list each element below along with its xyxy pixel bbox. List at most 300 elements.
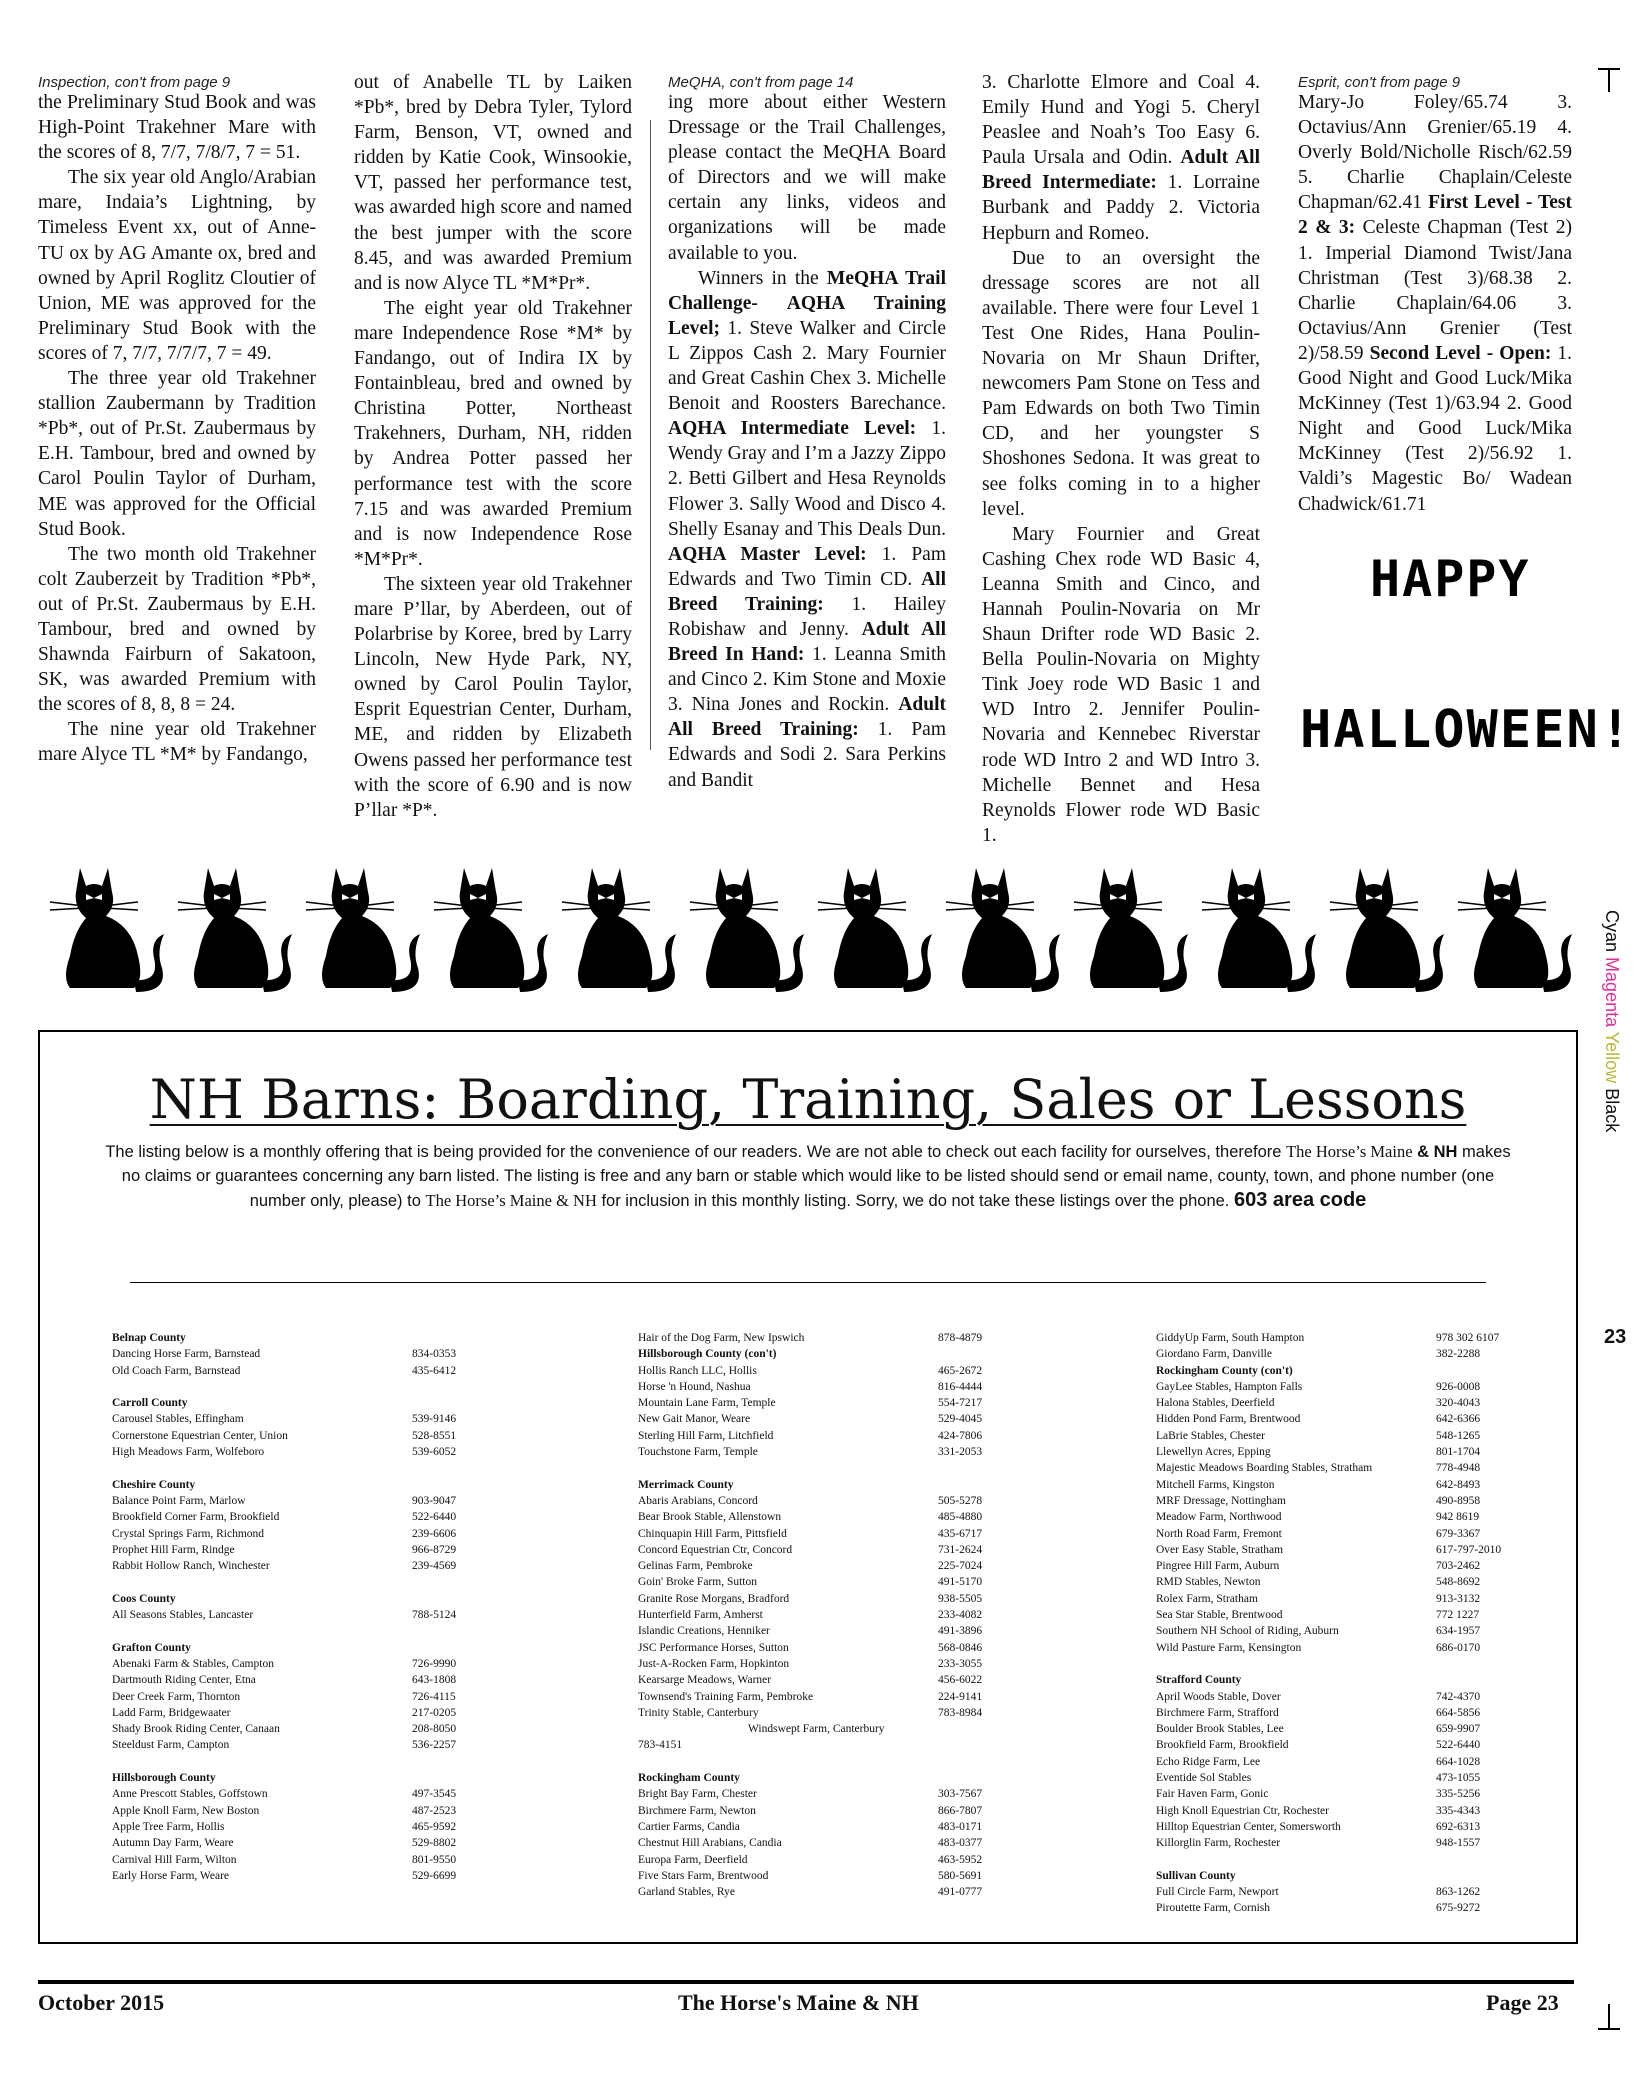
listing-row [638, 1330, 1018, 1346]
barn-phone: 483-0171 [938, 1820, 983, 1833]
listing-row [112, 1656, 457, 1672]
paragraph: Due to an oversight the dressage scores are not all available. There were four Level 1 Test One Rides, Hana Poulin-Novaria on Mr Shaun Drifter, newcomers Pam Stone on Tess and Pam Edwards on both Two Timin CD, and her youngster S Shoshones Sedona. It was great to see folks coming in to a higher level. [982, 247, 1260, 520]
barn-phone: 335-4343 [1436, 1804, 1481, 1817]
barn-phone: 643-1808 [412, 1674, 457, 1687]
county-heading [1156, 1363, 1518, 1379]
listing-row [1156, 1770, 1518, 1786]
barn-name: Ladd Farm, Bridgewaater [112, 1706, 231, 1719]
barn-name: Eventide Sol Stables [1156, 1772, 1252, 1785]
barn-phone: 485-4880 [938, 1511, 983, 1524]
listing-row [112, 1542, 457, 1558]
county-name: Rockingham County [638, 1772, 740, 1785]
barn-name: Chinquapin Hill Farm, Pittsfield [638, 1527, 787, 1540]
barn-name: GayLee Stables, Hampton Falls [1156, 1380, 1303, 1393]
barn-phone: 487-2523 [412, 1804, 457, 1817]
barn-phone: 913-3132 [1436, 1592, 1481, 1605]
barn-phone: 424-7806 [938, 1429, 983, 1442]
barn-phone: 335-5256 [1436, 1788, 1481, 1801]
barn-phone: 834-0353 [412, 1348, 457, 1361]
listing-row [638, 1737, 1018, 1753]
listing-row [1156, 1411, 1518, 1427]
listing-column-2 [638, 1330, 1018, 1900]
barn-name: High Knoll Equestrian Ctr, Rochester [1156, 1804, 1329, 1817]
listing-row [638, 1509, 1018, 1525]
column-divider [650, 120, 651, 750]
listing-row [1156, 1509, 1518, 1525]
barn-phone: 456-6022 [938, 1674, 983, 1687]
barn-name: Giordano Farm, Danville [1156, 1348, 1272, 1361]
barn-name: Apple Tree Farm, Hollis [112, 1820, 225, 1833]
barn-name: Killorglin Farm, Rochester [1156, 1837, 1281, 1850]
county-name: Rockingham County (con't) [1156, 1364, 1293, 1377]
barn-phone: 866-7807 [938, 1804, 983, 1817]
listing-row [112, 1737, 457, 1753]
barn-name: RMD Stables, Newton [1156, 1576, 1261, 1589]
county-name: Grafton County [112, 1641, 191, 1654]
barn-phone: 772 1227 [1436, 1609, 1480, 1622]
barn-name: Anne Prescott Stables, Goffstown [112, 1788, 268, 1801]
barn-phone: 465-9592 [412, 1820, 457, 1833]
barn-phone: 634-1957 [1436, 1625, 1481, 1638]
county-name: Carroll County [112, 1397, 188, 1410]
barn-phone: 463-5952 [938, 1853, 983, 1866]
barn-name: Carousel Stables, Effingham [112, 1413, 244, 1426]
barn-name: Balance Point Farm, Marlow [112, 1494, 246, 1507]
listing-row [112, 1526, 457, 1542]
listing-row [638, 1395, 1018, 1411]
barn-name: Birchmere Farm, Strafford [1156, 1706, 1279, 1719]
listing-row [638, 1411, 1018, 1427]
listing-row [1156, 1379, 1518, 1395]
county-heading [112, 1330, 452, 1346]
barn-phone: 686-0170 [1436, 1641, 1481, 1654]
barn-name: Cartier Farms, Candia [638, 1820, 740, 1833]
yellow-label: Yellow [1602, 1031, 1622, 1084]
black-label: Black [1602, 1088, 1622, 1133]
barn-name: Granite Rose Morgans, Bradford [638, 1592, 790, 1605]
listing-row [638, 1379, 1018, 1395]
barn-phone: 726-9990 [412, 1657, 457, 1670]
barn-name: Rolex Farm, Stratham [1156, 1592, 1258, 1605]
listing-row [112, 1852, 457, 1868]
barn-name: Over Easy Stable, Stratham [1156, 1543, 1284, 1556]
column-header: Esprit, con't from page 9 [1298, 74, 1461, 91]
county-heading [112, 1640, 452, 1656]
listing-row [638, 1803, 1018, 1819]
barn-name: Echo Ridge Farm, Lee [1156, 1755, 1261, 1768]
paragraph: The six year old Anglo/Arabian mare, Indaia’s Lightning, by Timeless Event xx, out of Anne-TU ox by AG Amante ox, bred and owned by April Roglitz Cloutier of Union, ME was approved for the Preliminary Stud Book with the scores of 7, 7/7, 7/7/7, 7 = 49. [38, 167, 316, 364]
listing-row [638, 1542, 1018, 1558]
barn-name: Goin' Broke Farm, Sutton [638, 1576, 757, 1589]
listing-row [1156, 1884, 1518, 1900]
listing-row [1156, 1558, 1518, 1574]
paragraph: out of Anabelle TL by Laiken *Pb*, bred by Debra Tyler, Tylord Farm, Benson, VT, owned and ridden by Katie Cook, Winsookie, VT, passed her performance test, was awarded high score and named the best jumper with the score 8.45, and was awarded Premium and is now Alyce TL *M*Pr*. [354, 72, 632, 294]
barn-name: Chestnut Hill Arabians, Candia [638, 1837, 782, 1850]
barn-name: Abaris Arabians, Concord [638, 1494, 758, 1507]
barn-name: Wild Pasture Farm, Kensington [1156, 1641, 1302, 1654]
listing-row [1156, 1819, 1518, 1835]
listing-row [638, 1363, 1018, 1379]
listing-row [1156, 1640, 1518, 1656]
barn-phone: 497-3545 [412, 1788, 457, 1801]
barn-phone: 331-2053 [938, 1446, 983, 1459]
barn-phone: 536-2257 [412, 1739, 457, 1752]
article-column-4 [982, 70, 1260, 848]
paragraph: Mary Fournier and Great Cashing Chex rode WD Basic 4, Leanna Smith and Cinco, and Hannah Poulin-Novaria on Mr Shaun Drifter rode WD Basic 2. Bella Poulin-Novaria on Mighty Tink Joey rode WD Basic 1 and WD Intro 2. Jennifer Poulin-Novaria and Kennebec Riverstar rode WD Intro 2 and WD Intro 3. Michelle Bennet and Hesa Reynolds Flower rode WD Basic 1. [982, 523, 1260, 846]
barn-name: Early Horse Farm, Weare [112, 1869, 230, 1882]
article-column-2 [354, 70, 632, 823]
spacer [1156, 1852, 1518, 1868]
barn-phone: 675-9272 [1436, 1902, 1481, 1915]
listing-row [1156, 1542, 1518, 1558]
barn-name: Prophet Hill Farm, Rindge [112, 1543, 235, 1556]
listing-row [1156, 1754, 1518, 1770]
barn-name: Sterling Hill Farm, Litchfield [638, 1429, 774, 1442]
county-heading [638, 1346, 1018, 1362]
county-name: Sullivan County [1156, 1869, 1236, 1882]
barn-phone: 529-6699 [412, 1869, 457, 1882]
listing-column-1 [112, 1330, 457, 1884]
barn-phone: 491-5170 [938, 1576, 983, 1589]
barn-name: Old Coach Farm, Barnstead [112, 1364, 241, 1377]
listing-row [112, 1493, 457, 1509]
paragraph: Mary-Jo Foley/65.74 3. Octavius/Ann Grenier/65.19 4. Overly Bold/Nicholle Risch/62.59 5. Charlie Chaplain/Celeste Chapman/62.41 First Level - Test 2 & 3: Celeste Chapman (Test 2) 1. Imperial Diamond Twist/Jana Christman (Test 3)/68.38 2. Charlie Chaplain/64.06 3. Octavius/Ann Grenier (Test 2)/58.59 Second Level - Open: 1. Good Night and Good Luck/Mika McKinney (Test 1)/63.94 2. Good Night and Good Luck/Mika McKinney (Test 2)/56.92 1. Valdi’s Magestic Bo/ Wadean Chadwick/61.71 [1298, 92, 1572, 515]
listing-row [638, 1868, 1018, 1884]
listing-title: NH Barns: Boarding, Training, Sales or Lessons [149, 1068, 1467, 1131]
county-heading [112, 1395, 452, 1411]
footer-publication: The Horse's Maine & NH [678, 1990, 919, 2015]
barn-name: Sea Star Stable, Brentwood [1156, 1609, 1283, 1622]
listing-row [112, 1509, 457, 1525]
barn-phone: 664-1028 [1436, 1755, 1481, 1768]
magenta-label: Magenta [1602, 957, 1622, 1028]
listing-row [112, 1705, 457, 1721]
listing-row [638, 1428, 1018, 1444]
paragraph: 3. Charlotte Elmore and Coal 4. Emily Hund and Yogi 5. Cheryl Peaslee and Noah’s Too Easy 6. Paula Ursala and Odin. Adult All Breed Intermediate: 1. Lorraine Burbank and Paddy 2. Victoria Hepburn and Romeo. [982, 72, 1260, 244]
barn-name: Hunterfield Farm, Amherst [638, 1609, 763, 1622]
listing-row [1156, 1591, 1518, 1607]
barn-name: Hair of the Dog Farm, New Ipswich [638, 1332, 805, 1344]
barn-name: Dartmouth Riding Center, Etna [112, 1674, 256, 1687]
barn-phone: 642-6366 [1436, 1413, 1481, 1426]
barn-phone: 435-6717 [938, 1527, 983, 1540]
listing-row [638, 1819, 1018, 1835]
listing-row [1156, 1737, 1518, 1753]
spacer [638, 1460, 1018, 1476]
barn-name: Autumn Day Farm, Weare [112, 1837, 234, 1850]
spacer [112, 1379, 452, 1395]
barn-phone: 801-1704 [1436, 1446, 1481, 1459]
barn-phone: 522-6440 [1436, 1739, 1481, 1752]
listing-row [638, 1705, 1018, 1721]
barn-phone: 778-4948 [1436, 1462, 1481, 1475]
barn-name: Southern NH School of Riding, Auburn [1156, 1625, 1339, 1638]
barn-phone: 568-0846 [938, 1641, 983, 1654]
listing-row [112, 1835, 457, 1851]
barn-name: Boulder Brook Stables, Lee [1156, 1723, 1284, 1736]
barn-phone: 320-4043 [1436, 1397, 1481, 1410]
barn-phone: 816-4444 [938, 1380, 983, 1393]
barn-name: Piroutette Farm, Cornish [1156, 1902, 1271, 1915]
listing-row [1156, 1346, 1518, 1362]
county-heading [638, 1770, 1018, 1786]
listing-row [1156, 1623, 1518, 1639]
barn-phone: 548-1265 [1436, 1429, 1481, 1442]
listing-row [638, 1591, 1018, 1607]
spacer [112, 1574, 452, 1590]
barn-name: Carnival Hill Farm, Wilton [112, 1853, 237, 1866]
barn-phone: 505-5278 [938, 1494, 983, 1507]
paragraph: The nine year old Trakehner mare Alyce TL *M* by Fandango, [38, 719, 316, 766]
listing-column-3 [1156, 1330, 1518, 1917]
listing-row [112, 1363, 457, 1379]
listing-row [638, 1607, 1018, 1623]
color-registration-labels [1601, 910, 1622, 1132]
barn-phone: 642-8493 [1436, 1478, 1481, 1491]
listing-row [1156, 1835, 1518, 1851]
barn-phone: 783-8984 [938, 1706, 983, 1719]
barn-name: Brookfield Corner Farm, Brookfield [112, 1511, 280, 1524]
listing-row [638, 1786, 1018, 1802]
barn-name: Birchmere Farm, Newton [638, 1804, 756, 1817]
barn-phone: 878-4879 [938, 1332, 983, 1344]
listing-row [1156, 1330, 1518, 1346]
barn-name: Deer Creek Farm, Thornton [112, 1690, 241, 1703]
county-name: Hillsborough County (con't) [638, 1348, 777, 1361]
barn-name: Mountain Lane Farm, Temple [638, 1397, 776, 1410]
barn-phone: 659-9907 [1436, 1723, 1481, 1736]
barn-phone: 491-3896 [938, 1625, 983, 1638]
margin-page-number: 23 [1604, 1326, 1627, 1348]
barn-phone: 233-4082 [938, 1609, 983, 1622]
barn-phone: 926-0008 [1436, 1380, 1481, 1393]
barn-phone: 224-9141 [938, 1690, 983, 1703]
listing-row [638, 1558, 1018, 1574]
listing-row [638, 1884, 1018, 1900]
listing-row [1156, 1705, 1518, 1721]
barn-name: Brookfield Farm, Brookfield [1156, 1739, 1289, 1752]
barn-phone: 731-2624 [938, 1543, 983, 1556]
barn-name: Cornerstone Equestrian Center, Union [112, 1429, 288, 1442]
barn-phone: 529-4045 [938, 1413, 983, 1426]
spacer [1156, 1656, 1518, 1672]
article-column-5 [1298, 70, 1572, 517]
crop-mark-bottom [1598, 2028, 1620, 2030]
county-heading [638, 1477, 1018, 1493]
county-heading [112, 1770, 452, 1786]
listing-row [112, 1819, 457, 1835]
barn-name: Shady Brook Riding Center, Canaan [112, 1723, 280, 1736]
barn-phone: 528-8551 [412, 1429, 457, 1442]
listing-row [1156, 1900, 1518, 1916]
barn-phone: 490-8958 [1436, 1494, 1481, 1507]
barn-name: Trinity Stable, Canterbury [638, 1706, 759, 1719]
barn-phone: 726-4115 [412, 1690, 456, 1703]
column-header: MeQHA, con't from page 14 [668, 74, 854, 91]
barn-phone: 788-5124 [412, 1609, 457, 1622]
barn-name: Gelinas Farm, Pembroke [638, 1560, 753, 1573]
county-name: Cheshire County [112, 1478, 196, 1491]
barn-name: April Woods Stable, Dover [1156, 1690, 1281, 1703]
listing-row [1156, 1477, 1518, 1493]
barn-name: Touchstone Farm, Temple [638, 1446, 758, 1459]
listing-row [112, 1786, 457, 1802]
barn-name: 783-4151 [638, 1739, 683, 1752]
listing-row [112, 1868, 457, 1884]
barn-phone: 801-9550 [412, 1853, 457, 1866]
barn-name: MRF Dressage, Nottingham [1156, 1494, 1287, 1507]
barn-phone: 903-9047 [412, 1494, 457, 1507]
listing-row [638, 1574, 1018, 1590]
barn-phone: 942 8619 [1436, 1511, 1480, 1524]
cyan-label: Cyan [1602, 910, 1622, 953]
barn-phone: 239-4569 [412, 1560, 457, 1573]
listing-row [638, 1835, 1018, 1851]
barn-name: Halona Stables, Deerfield [1156, 1397, 1275, 1410]
listing-row [112, 1689, 456, 1705]
barn-name: Islandic Creations, Henniker [638, 1625, 770, 1638]
county-name: Hillsborough County [112, 1772, 216, 1785]
spacer [112, 1460, 452, 1476]
barn-phone: 742-4370 [1436, 1690, 1481, 1703]
listing-row [1156, 1526, 1518, 1542]
barn-name: LaBrie Stables, Chester [1156, 1429, 1265, 1442]
barn-name: Full Circle Farm, Newport [1156, 1886, 1279, 1899]
barn-name: Meadow Farm, Northwood [1156, 1511, 1282, 1524]
listing-row [638, 1526, 1018, 1542]
barn-phone: 217-0205 [412, 1706, 457, 1719]
barn-phone: 554-7217 [938, 1397, 983, 1410]
county-heading [1156, 1868, 1518, 1884]
halloween-text: HALLOWEEN! [1300, 700, 1634, 760]
barn-phone: 239-6606 [412, 1527, 457, 1540]
crop-mark-top-stem [1608, 68, 1610, 92]
barn-name: Hollis Ranch LLC, Hollis [638, 1364, 757, 1377]
listing-row [1156, 1721, 1518, 1737]
footer-page: Page 23 [1486, 1990, 1559, 2015]
paragraph: The two month old Trakehner colt Zauberzeit by Tradition *Pb*, out of Pr.St. Zaubermaus by E.H. Tambour, bred and owned by Shawnda Fairburn of Sakatoon, SK, was awarded Premium with the scores of 8, 8, 8 = 24. [38, 543, 316, 716]
barn-name: Hidden Pond Farm, Brentwood [1156, 1413, 1301, 1426]
listing-row [1156, 1786, 1518, 1802]
barn-name: JSC Performance Horses, Sutton [638, 1641, 789, 1654]
listing-row [1156, 1689, 1518, 1705]
barn-phone: 938-5505 [938, 1592, 983, 1605]
listing-row [1156, 1428, 1518, 1444]
black-cats-border [40, 860, 1580, 995]
barn-name: Five Stars Farm, Brentwood [638, 1869, 769, 1882]
listing-row [1156, 1607, 1518, 1623]
barn-phone: 473-1055 [1436, 1772, 1481, 1785]
footer-rule [38, 1980, 1574, 1984]
paragraph: The three year old Trakehner stallion Zaubermann by Tradition *Pb*, out of Pr.St. Zaubermaus by E.H. Tambour, bred and owned by Carol Poulin Taylor of Durham, ME was approved for the Official Stud Book. [38, 368, 316, 540]
barn-name: Llewellyn Acres, Epping [1156, 1446, 1271, 1459]
listing-row [112, 1607, 457, 1623]
barn-phone: 863-1262 [1436, 1886, 1481, 1899]
listing-row [1156, 1395, 1518, 1411]
barn-phone: 491-0777 [938, 1886, 983, 1899]
barn-name: Bright Bay Farm, Chester [638, 1788, 757, 1801]
barn-name: High Meadows Farm, Wolfeboro [112, 1446, 265, 1459]
listing-row [1156, 1803, 1518, 1819]
barn-phone: 978 302 6107 [1436, 1332, 1500, 1344]
paragraph: The sixteen year old Trakehner mare P’llar, by Aberdeen, out of Polarbrise by Koree, bred by Larry Lincoln, New Hyde Park, NY, owned by Carol Poulin Taylor, Esprit Equestrian Center, Durham, ME, and ridden by Elizabeth Owens passed her performance test with the score of 6.90 and is now P’llar *P*. [354, 573, 632, 821]
crop-mark-bottom-stem [1608, 2004, 1610, 2028]
barn-listing-box [38, 1030, 1578, 1944]
barn-name: Rabbit Hollow Ranch, Winchester [112, 1560, 270, 1573]
barn-phone: 522-6440 [412, 1511, 457, 1524]
barn-name: Mitchell Farms, Kingston [1156, 1478, 1275, 1491]
barn-phone: 548-8692 [1436, 1576, 1481, 1589]
listing-row [112, 1672, 457, 1688]
column-header: Inspection, con't from page 9 [38, 74, 231, 91]
barn-phone: 435-6412 [412, 1364, 457, 1377]
barn-phone: 208-8050 [412, 1723, 457, 1736]
barn-name: Steeldust Farm, Campton [112, 1739, 230, 1752]
county-heading [1156, 1672, 1518, 1688]
article-column-1 [38, 70, 316, 768]
county-name: Strafford County [1156, 1674, 1242, 1687]
barn-name: Concord Equestrian Ctr, Concord [638, 1543, 793, 1556]
listing-row [638, 1689, 1018, 1705]
listing-divider [130, 1282, 1486, 1283]
paragraph: The eight year old Trakehner mare Independence Rose *M* by Fandango, out of Indira IX by Fontainbleau, bred and owned by Christina Potter, Northeast Trakehners, Durham, NH, ridden by Andrea Potter passed her performance test with the score 7.15 and was awarded Premium and is now Independence Rose *M*Pr*. [354, 297, 632, 570]
paragraph: Winners in the MeQHA Trail Challenge- AQHA Training Level; 1. Steve Walker and Circle L Zippos Cash 2. Mary Fournier and Great Cashin Chex 3. Michelle Benoit and Roosters Barechance. AQHA Intermediate Level: 1. Wendy Gray and I’m a Jazzy Zippo 2. Betti Gilbert and Hesa Reynolds Flower 3. Sally Wood and Disco 4. Shelly Esanay and This Deals Dun. AQHA Master Level: 1. Pam Edwards and Two Timin CD. All Breed Training: 1. Hailey Robishaw and Jenny. Adult All Breed In Hand: 1. Leanna Smith and Cinco 2. Kim Stone and Moxie 3. Nina Jones and Rockin. Adult All Breed Training: 1. Pam Edwards and Sodi 2. Sara Perkins and Bandit [668, 267, 947, 791]
listing-row [112, 1411, 457, 1427]
barn-phone: 664-5856 [1436, 1706, 1481, 1719]
barn-name: Europa Farm, Deerfield [638, 1853, 748, 1866]
barn-name: Garland Stables, Rye [638, 1886, 735, 1899]
barn-name: Dancing Horse Farm, Barnstead [112, 1348, 261, 1361]
barn-phone: 679-3367 [1436, 1527, 1481, 1540]
barn-name: Windswept Farm, Canterbury [748, 1723, 885, 1736]
barn-name: Pingree Hill Farm, Auburn [1156, 1560, 1280, 1573]
listing-row [112, 1803, 457, 1819]
barn-name: Apple Knoll Farm, New Boston [112, 1804, 260, 1817]
spacer [112, 1754, 452, 1770]
barn-name: Crystal Springs Farm, Richmond [112, 1527, 265, 1540]
listing-row [638, 1444, 1018, 1460]
county-name: Coos County [112, 1592, 176, 1605]
listing-row [1156, 1444, 1518, 1460]
barn-name: Townsend's Training Farm, Pembroke [638, 1690, 814, 1703]
barn-phone: 225-7024 [938, 1560, 983, 1573]
barn-phone: 539-9146 [412, 1413, 457, 1426]
listing-row [112, 1721, 457, 1737]
listing-row [112, 1558, 457, 1574]
listing-row [112, 1346, 457, 1362]
barn-phone: 617-797-2010 [1436, 1543, 1502, 1556]
barn-name: Horse 'n Hound, Nashua [638, 1380, 751, 1393]
listing-row [638, 1852, 1018, 1868]
barn-phone: 529-8802 [412, 1837, 457, 1850]
listing-row [1156, 1460, 1518, 1476]
paragraph: ing more about either Western Dressage or the Trail Challenges, please contact the MeQHA Board of Directors and we will make certain any links, videos and organizations will be made available to you. [668, 92, 946, 264]
barn-name: Majestic Meadows Boarding Stables, Stratham [1156, 1462, 1373, 1475]
barn-name: All Seasons Stables, Lancaster [112, 1609, 254, 1622]
barn-phone: 692-6313 [1436, 1820, 1481, 1833]
barn-phone: 483-0377 [938, 1837, 983, 1850]
barn-name: Abenaki Farm & Stables, Campton [112, 1657, 274, 1670]
listing-row [1156, 1493, 1518, 1509]
barn-phone: 966-8729 [412, 1543, 457, 1556]
county-name: Merrimack County [638, 1478, 734, 1491]
barn-name: GiddyUp Farm, South Hampton [1156, 1332, 1305, 1344]
barn-name: North Road Farm, Fremont [1156, 1527, 1282, 1540]
spacer [112, 1623, 452, 1639]
barn-name: Hilltop Equestrian Center, Somersworth [1156, 1820, 1341, 1833]
listing-row [638, 1623, 1018, 1639]
listing-intro: The listing below is a monthly offering that is being provided for the convenience of our readers. We are not able to check out each facility for ourselves, therefore The Horse’s Maine & NH makes no claims or guarantees concerning any barn listed. The listing is free and any barn or stable which would like to be listed should send or email name, county, town, and phone number (one number only, please) to The Horse’s Maine & NH for inclusion in this monthly listing. Sorry, we do not take these listings over the phone. 603 area code [105, 1142, 1511, 1211]
